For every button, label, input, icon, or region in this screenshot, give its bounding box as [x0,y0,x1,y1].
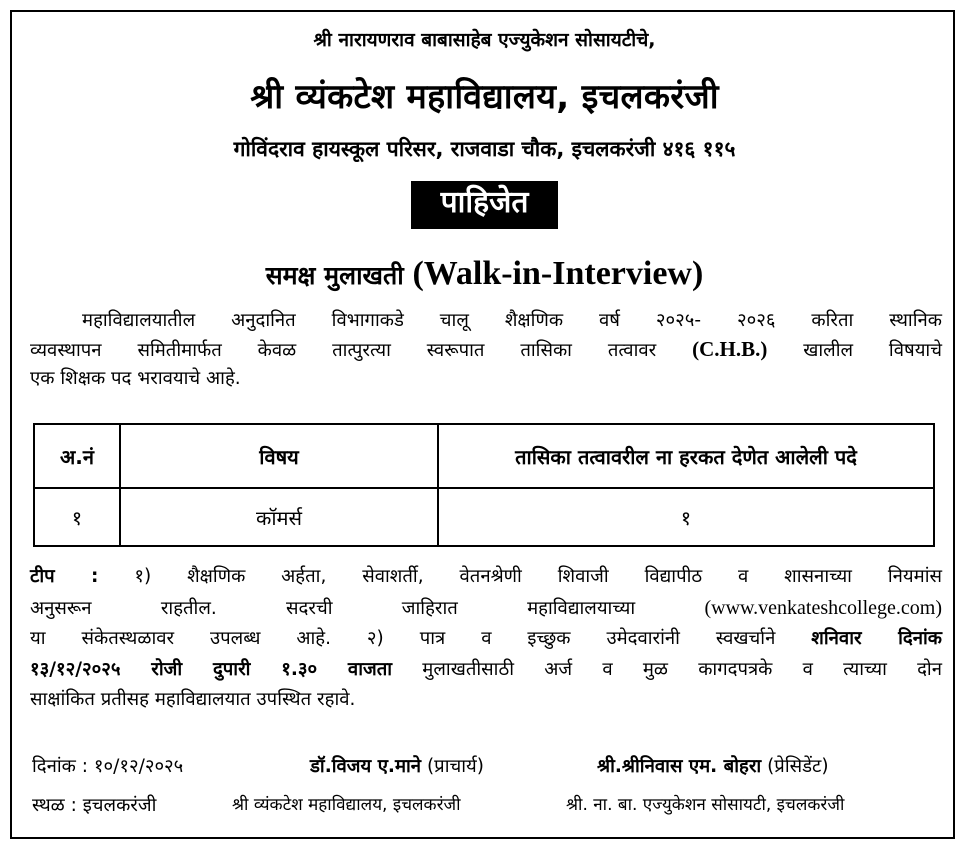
table-header-row [34,424,934,488]
badge-container [10,181,959,229]
intro-line-3: एक शिक्षक पद भरावयाचे आहे. [30,368,241,389]
college-name: श्री व्यंकटेश महाविद्यालय, इचलकरंजी [250,77,719,117]
chb-label: (C.H.B.) [692,337,768,361]
cell-subject: कॉमर्स [120,488,438,546]
principal-signature [310,753,484,778]
vacancy-table [33,423,935,547]
heading-marathi: समक्ष मुलाखती [265,261,404,290]
note-label: टीप : [30,566,99,587]
college-signature-line: श्री व्यंकटेश महाविद्यालय, इचलकरंजी [232,795,461,815]
interview-date-time: १३/१२/२०२५ रोजी दुपारी १.३० वाजता [30,658,393,680]
header-posts: तासिका तत्वावरील ना हरकत देणेत आलेली पदे [438,424,934,488]
president-title: (प्रेसिडेंट) [767,756,829,777]
website-link[interactable]: (www.venkateshcollege.com) [704,596,942,619]
principal-title: (प्राचार्य) [426,756,484,777]
principal-name: डॉ.विजय ए.माने [310,756,422,777]
note-paragraph [30,562,942,716]
header-serial: अ.नं [34,424,120,488]
president-signature [597,753,829,778]
president-name: श्री.श्रीनिवास एम. बोहरा [597,756,762,777]
note-line-3 [30,624,942,655]
note-line-2 [30,593,942,625]
cell-posts: १ [438,488,934,546]
wanted-badge: पाहिजेत [411,181,559,229]
note-line-3-text: या संकेतस्थळावर उपलब्ध आहे. २) पात्र व इच्छुक उमेदवारांनी स्वखर्चाने [30,628,776,649]
interview-day: शनिवार दिनांक [811,628,942,649]
intro-line-2 [30,335,942,365]
society-name: श्री नारायणराव बाबासाहेब एज्युकेशन सोसायटीचे, [313,29,656,51]
note-line-2-text: अनुसरून राहतील. सदरची जाहिरात महाविद्यालयाच्या [30,597,636,619]
note-line-5: साक्षांकित प्रतीसह महाविद्यालयात उपस्थित रहावे. [30,689,356,710]
header-subject: विषय [120,424,438,488]
society-signature-line: श्री. ना. बा. एज्युकेशन सोसायटी, इचलकरंजी [566,795,845,815]
notice-date: दिनांक : १०/१२/२०२५ [32,756,184,777]
note-line-4 [30,655,942,686]
table-row [34,488,934,546]
note-line-4-text: मुलाखतीसाठी अर्ज व मुळ कागदपत्रके व त्याच्या दोन [422,658,942,680]
intro-line-2-end: खालील विषयाचे [803,340,942,361]
note-line-1 [30,562,942,593]
cell-serial: १ [34,488,120,546]
note-line-1-text: १) शैक्षणिक अर्हता, सेवाशर्ती, वेतनश्रेणी शिवाजी विद्यापीठ व शासनाच्या नियमांस [134,566,942,587]
college-address: गोविंदराव हायस्कूल परिसर, राजवाडा चौक, इचलकरंजी ४१६ ११५ [233,137,736,161]
intro-paragraph [30,307,942,393]
intro-line-2-text: व्यवस्थापन समितीमार्फत केवळ तात्पुरत्या स्वरूपात तासिका तत्वावर [30,340,657,361]
heading-english: (Walk-in-Interview) [412,255,704,292]
interview-heading [10,255,959,293]
notice-place: स्थळ : इचलकरंजी [32,795,157,816]
intro-line-1: महाविद्यालयातील अनुदानित विभागाकडे चालू शैक्षणिक वर्ष २०२५- २०२६ करिता स्थानिक [82,310,942,331]
